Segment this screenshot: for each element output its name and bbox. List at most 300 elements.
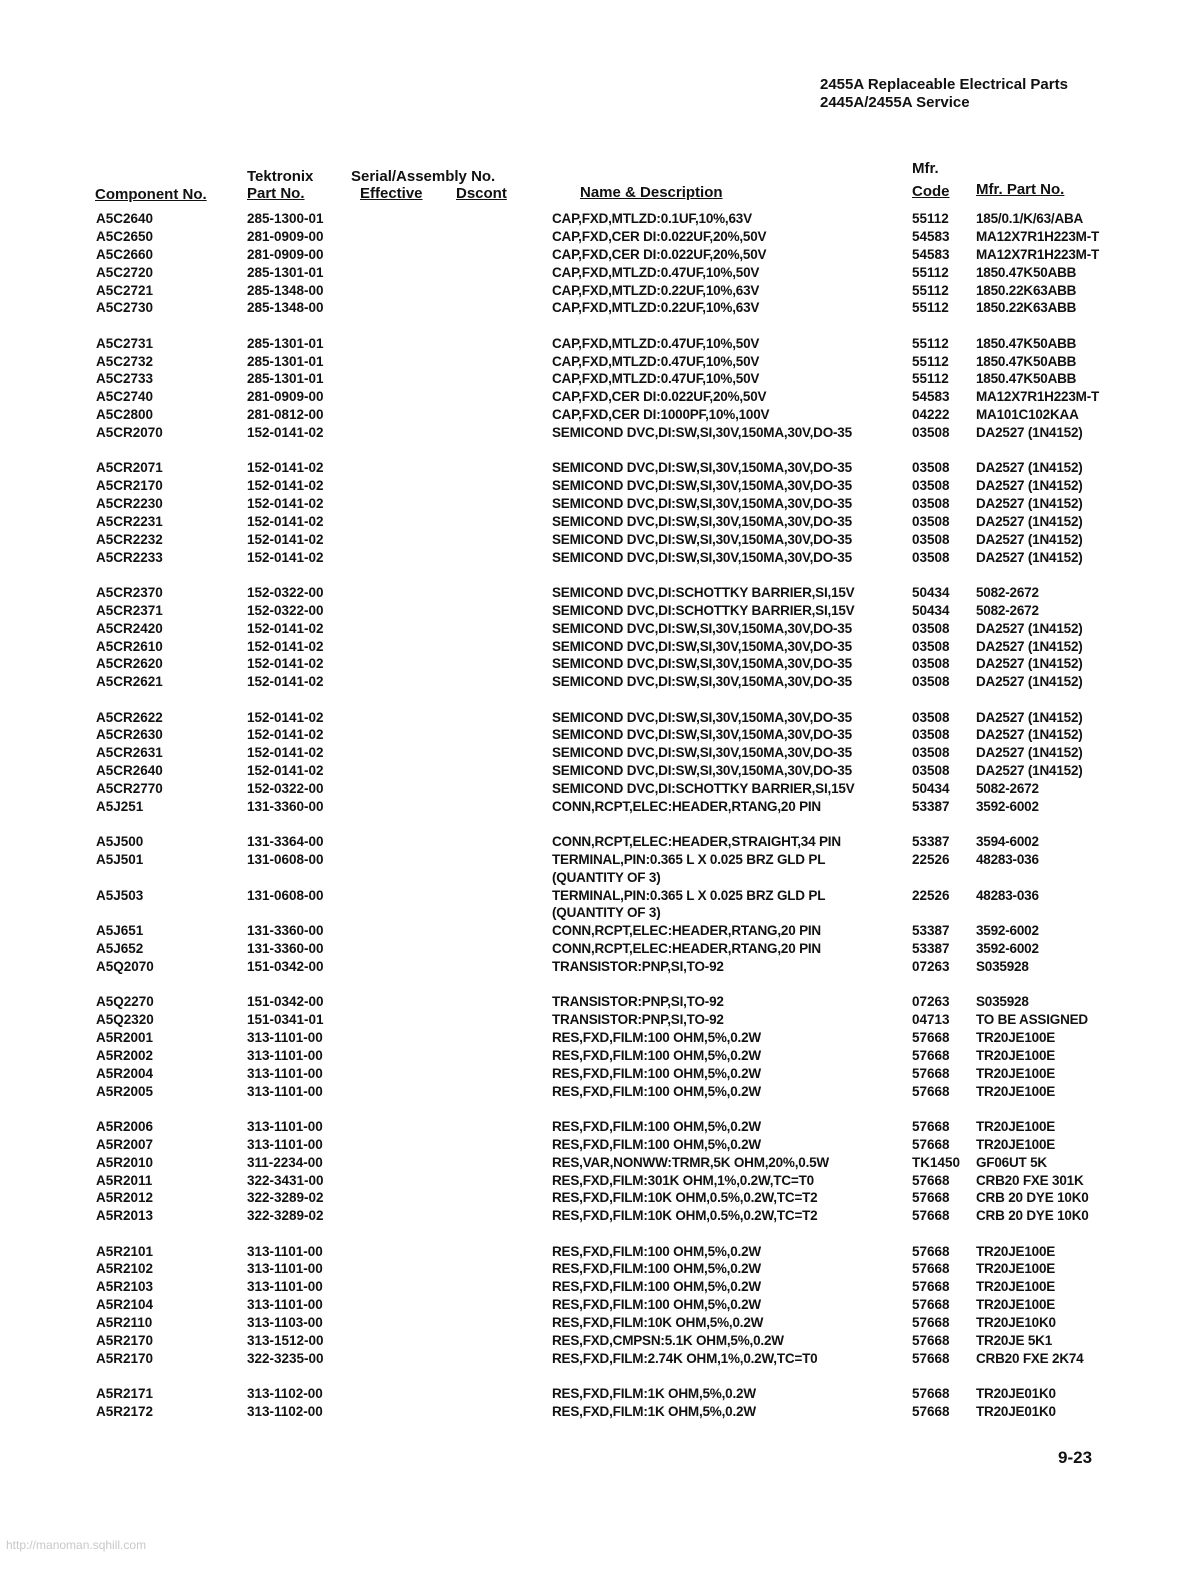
mfr-part-number: 1850.47K50ABB bbox=[976, 335, 1077, 351]
description-line: SEMICOND DVC,DI:SCHOTTKY BARRIER,SI,15V bbox=[552, 781, 855, 797]
description-line: RES,FXD,FILM:100 OHM,5%,0.2W bbox=[552, 1118, 761, 1134]
component-number: A5R2004 bbox=[96, 1065, 154, 1081]
mfr-code: 03508 bbox=[912, 709, 950, 725]
component-number: A5CR2610 bbox=[96, 638, 163, 654]
component-number: A5R2006 bbox=[96, 1118, 154, 1134]
component-number: A5CR2420 bbox=[96, 620, 163, 636]
mfr-part-number: 48283-036 bbox=[976, 852, 1039, 868]
tektronix-part-number: 311-2234-00 bbox=[247, 1154, 323, 1170]
mfr-code: 53387 bbox=[912, 834, 950, 850]
mfr-code: 57668 bbox=[912, 1172, 950, 1188]
description-line: SEMICOND DVC,DI:SW,SI,30V,150MA,30V,DO-35 bbox=[552, 638, 852, 654]
mfr-code: 54583 bbox=[912, 246, 950, 262]
col-mfr: Mfr. bbox=[912, 160, 939, 177]
description-line: SEMICOND DVC,DI:SW,SI,30V,150MA,30V,DO-35 bbox=[552, 727, 852, 743]
tektronix-part-number: 281-0812-00 bbox=[247, 407, 324, 423]
tektronix-part-number: 152-0141-02 bbox=[247, 745, 324, 761]
component-number: A5CR2231 bbox=[96, 513, 163, 529]
mfr-part-number: MA12X7R1H223M-T bbox=[976, 389, 1100, 405]
component-number: A5CR2640 bbox=[96, 763, 163, 779]
component-number: A5R2103 bbox=[96, 1279, 154, 1295]
mfr-part-number: 185/0.1/K/63/ABA bbox=[976, 211, 1084, 226]
component-number: A5CR2621 bbox=[96, 674, 163, 690]
tektronix-part-number: 152-0141-02 bbox=[247, 531, 324, 547]
tektronix-part-number: 313-1512-00 bbox=[247, 1332, 324, 1348]
mfr-part-number: DA2527 (1N4152) bbox=[976, 727, 1083, 743]
part-description bbox=[552, 709, 852, 727]
description-line: TRANSISTOR:PNP,SI,TO-92 bbox=[552, 994, 724, 1010]
mfr-code: 53387 bbox=[912, 923, 950, 939]
mfr-part-number: DA2527 (1N4152) bbox=[976, 638, 1083, 654]
mfr-code: 04713 bbox=[912, 1012, 950, 1028]
description-line: CAP,FXD,MTLZD:0.47UF,10%,50V bbox=[552, 353, 760, 369]
part-description bbox=[552, 228, 766, 246]
mfr-part-number: TO BE ASSIGNED bbox=[976, 1012, 1088, 1028]
mfr-part-number: DA2527 (1N4152) bbox=[976, 656, 1083, 672]
mfr-part-number: MA12X7R1H223M-T bbox=[976, 228, 1100, 244]
col-dscont: Dscont bbox=[456, 185, 507, 202]
table-row bbox=[0, 299, 1200, 317]
tektronix-part-number: 151-0341-01 bbox=[247, 1012, 324, 1028]
mfr-code: 57668 bbox=[912, 1386, 950, 1402]
mfr-code: 50434 bbox=[912, 781, 950, 797]
page-number: 9-23 bbox=[1058, 1448, 1093, 1467]
parts-group bbox=[0, 993, 1200, 1100]
component-number: A5C2730 bbox=[96, 300, 154, 316]
description-line: RES,FXD,FILM:1K OHM,5%,0.2W bbox=[552, 1403, 756, 1419]
part-description bbox=[552, 851, 825, 887]
mfr-part-number: GF06UT 5K bbox=[976, 1154, 1047, 1170]
description-line: SEMICOND DVC,DI:SW,SI,30V,150MA,30V,DO-35 bbox=[552, 460, 852, 476]
col-mfr-part: Mfr. Part No. bbox=[976, 181, 1065, 198]
description-line: RES,FXD,FILM:301K OHM,1%,0.2W,TC=T0 bbox=[552, 1172, 814, 1188]
component-number: A5R2172 bbox=[96, 1403, 154, 1419]
table-row bbox=[0, 887, 1200, 923]
part-description bbox=[552, 1385, 756, 1403]
description-line: SEMICOND DVC,DI:SW,SI,30V,150MA,30V,DO-35 bbox=[552, 478, 852, 494]
table-row bbox=[0, 1118, 1200, 1136]
document-header bbox=[820, 76, 1140, 112]
mfr-code: 22526 bbox=[912, 887, 950, 903]
mfr-part-number: DA2527 (1N4152) bbox=[976, 620, 1083, 636]
table-row bbox=[0, 513, 1200, 531]
component-number: A5CR2622 bbox=[96, 709, 163, 725]
component-number: A5R2171 bbox=[96, 1386, 154, 1402]
part-description bbox=[552, 495, 852, 513]
tektronix-part-number: 131-3360-00 bbox=[247, 923, 324, 939]
component-number: A5CR2371 bbox=[96, 602, 163, 618]
component-number: A5J651 bbox=[96, 923, 144, 939]
component-number: A5CR2070 bbox=[96, 425, 163, 441]
parts-group bbox=[0, 1243, 1200, 1368]
mfr-part-number: DA2527 (1N4152) bbox=[976, 425, 1083, 441]
component-number: A5CR2230 bbox=[96, 496, 163, 512]
table-row bbox=[0, 1136, 1200, 1154]
description-line: CONN,RCPT,ELEC:HEADER,RTANG,20 PIN bbox=[552, 799, 821, 815]
mfr-part-number: TR20JE100E bbox=[976, 1083, 1056, 1099]
mfr-code: 57668 bbox=[912, 1047, 950, 1063]
part-description bbox=[552, 1207, 817, 1225]
mfr-part-number: TR20JE100E bbox=[976, 1279, 1056, 1295]
tektronix-part-number: 313-1103-00 bbox=[247, 1315, 323, 1331]
description-line: CAP,FXD,CER DI:1000PF,10%,100V bbox=[552, 407, 770, 423]
component-number: A5CR2770 bbox=[96, 781, 163, 797]
mfr-code: 57668 bbox=[912, 1279, 950, 1295]
part-description bbox=[552, 1332, 784, 1350]
mfr-code: 57668 bbox=[912, 1118, 950, 1134]
tektronix-part-number: 285-1301-01 bbox=[247, 264, 324, 280]
component-number: A5R2101 bbox=[96, 1243, 154, 1259]
component-number: A5R2170 bbox=[96, 1350, 154, 1366]
description-line: SEMICOND DVC,DI:SW,SI,30V,150MA,30V,DO-35 bbox=[552, 549, 852, 565]
tektronix-part-number: 285-1301-01 bbox=[247, 335, 324, 351]
parts-group bbox=[0, 833, 1200, 976]
table-row bbox=[0, 335, 1200, 353]
mfr-code: 03508 bbox=[912, 727, 950, 743]
parts-group bbox=[0, 459, 1200, 566]
table-row bbox=[0, 1278, 1200, 1296]
tektronix-part-number: 313-1101-00 bbox=[247, 1065, 323, 1081]
description-line: RES,FXD,FILM:2.74K OHM,1%,0.2W,TC=T0 bbox=[552, 1350, 818, 1366]
description-line: TRANSISTOR:PNP,SI,TO-92 bbox=[552, 959, 724, 975]
description-line: CAP,FXD,MTLZD:0.47UF,10%,50V bbox=[552, 371, 760, 387]
mfr-code: TK1450 bbox=[912, 1154, 961, 1170]
description-line: RES,VAR,NONWW:TRMR,5K OHM,20%,0.5W bbox=[552, 1154, 829, 1170]
part-description bbox=[552, 744, 852, 762]
table-row bbox=[0, 1260, 1200, 1278]
mfr-part-number: TR20JE100E bbox=[976, 1297, 1056, 1313]
table-row bbox=[0, 246, 1200, 264]
mfr-part-number: 5082-2672 bbox=[976, 602, 1039, 618]
table-row bbox=[0, 851, 1200, 887]
description-line: RES,FXD,FILM:10K OHM,0.5%,0.2W,TC=T2 bbox=[552, 1208, 818, 1224]
description-line: RES,FXD,FILM:100 OHM,5%,0.2W bbox=[552, 1065, 761, 1081]
tektronix-part-number: 313-1101-00 bbox=[247, 1047, 323, 1063]
mfr-code: 57668 bbox=[912, 1083, 950, 1099]
tektronix-part-number: 152-0141-02 bbox=[247, 549, 324, 565]
mfr-code: 55112 bbox=[912, 371, 949, 387]
description-line: CAP,FXD,MTLZD:0.22UF,10%,63V bbox=[552, 300, 760, 316]
part-description bbox=[552, 620, 852, 638]
mfr-code: 55112 bbox=[912, 335, 949, 351]
mfr-part-number: 3592-6002 bbox=[976, 923, 1039, 939]
tektronix-part-number: 313-1101-00 bbox=[247, 1279, 323, 1295]
table-row bbox=[0, 210, 1200, 228]
part-description bbox=[552, 424, 852, 442]
tektronix-part-number: 313-1101-00 bbox=[247, 1030, 323, 1046]
part-description bbox=[552, 993, 724, 1011]
description-line: CONN,RCPT,ELEC:HEADER,RTANG,20 PIN bbox=[552, 923, 821, 939]
component-number: A5R2007 bbox=[96, 1136, 154, 1152]
mfr-part-number: TR20JE01K0 bbox=[976, 1386, 1056, 1402]
component-number: A5J501 bbox=[96, 852, 144, 868]
table-row bbox=[0, 1403, 1200, 1421]
table-row bbox=[0, 424, 1200, 442]
part-description bbox=[552, 1350, 817, 1368]
component-number: A5C2731 bbox=[96, 335, 154, 351]
tektronix-part-number: 313-1101-00 bbox=[247, 1261, 323, 1277]
table-row bbox=[0, 993, 1200, 1011]
table-row bbox=[0, 744, 1200, 762]
table-row bbox=[0, 1083, 1200, 1101]
part-description bbox=[552, 1154, 829, 1172]
part-description bbox=[552, 531, 852, 549]
component-number: A5R2013 bbox=[96, 1208, 154, 1224]
tektronix-part-number: 152-0141-02 bbox=[247, 709, 324, 725]
component-number: A5C2740 bbox=[96, 389, 154, 405]
table-row bbox=[0, 655, 1200, 673]
part-description bbox=[552, 210, 752, 228]
col-part: Part No. bbox=[247, 185, 305, 202]
component-number: A5C2640 bbox=[96, 211, 154, 226]
description-line: SEMICOND DVC,DI:SW,SI,30V,150MA,30V,DO-35 bbox=[552, 763, 852, 779]
part-description bbox=[552, 762, 852, 780]
description-line: SEMICOND DVC,DI:SW,SI,30V,150MA,30V,DO-35 bbox=[552, 531, 852, 547]
tektronix-part-number: 152-0322-00 bbox=[247, 602, 324, 618]
table-row bbox=[0, 940, 1200, 958]
table-row bbox=[0, 833, 1200, 851]
mfr-part-number: 1850.22K63ABB bbox=[976, 300, 1077, 316]
table-row bbox=[0, 709, 1200, 727]
component-number: A5R2002 bbox=[96, 1047, 154, 1063]
table-row bbox=[0, 798, 1200, 816]
component-number: A5R2104 bbox=[96, 1297, 154, 1313]
table-row bbox=[0, 1296, 1200, 1314]
tektronix-part-number: 152-0141-02 bbox=[247, 638, 324, 654]
parts-group bbox=[0, 335, 1200, 442]
component-number: A5CR2630 bbox=[96, 727, 163, 743]
tektronix-part-number: 131-0608-00 bbox=[247, 852, 324, 868]
table-row bbox=[0, 353, 1200, 371]
mfr-code: 50434 bbox=[912, 602, 950, 618]
part-description bbox=[552, 1065, 761, 1083]
parts-group bbox=[0, 584, 1200, 691]
mfr-code: 55112 bbox=[912, 264, 949, 280]
part-description bbox=[552, 1296, 761, 1314]
mfr-code: 57668 bbox=[912, 1190, 950, 1206]
description-line: SEMICOND DVC,DI:SW,SI,30V,150MA,30V,DO-35 bbox=[552, 620, 852, 636]
component-number: A5Q2270 bbox=[96, 994, 154, 1010]
component-number: A5C2720 bbox=[96, 264, 154, 280]
tektronix-part-number: 152-0322-00 bbox=[247, 781, 324, 797]
part-description bbox=[552, 922, 821, 940]
table-row bbox=[0, 1332, 1200, 1350]
mfr-code: 03508 bbox=[912, 425, 950, 441]
table-row bbox=[0, 958, 1200, 976]
part-description bbox=[552, 1136, 761, 1154]
mfr-part-number: DA2527 (1N4152) bbox=[976, 478, 1083, 494]
mfr-code: 55112 bbox=[912, 300, 949, 316]
mfr-part-number: MA12X7R1H223M-T bbox=[976, 246, 1100, 262]
description-line: SEMICOND DVC,DI:SW,SI,30V,150MA,30V,DO-35 bbox=[552, 425, 852, 441]
mfr-part-number: 48283-036 bbox=[976, 887, 1039, 903]
header-title: 2455A Replaceable Electrical Parts bbox=[820, 76, 1068, 93]
col-code: Code bbox=[912, 183, 950, 200]
mfr-part-number: TR20JE01K0 bbox=[976, 1403, 1056, 1419]
description-line: RES,FXD,FILM:100 OHM,5%,0.2W bbox=[552, 1083, 761, 1099]
table-row bbox=[0, 531, 1200, 549]
parts-group bbox=[0, 709, 1200, 816]
table-row bbox=[0, 584, 1200, 602]
table-row bbox=[0, 370, 1200, 388]
part-description bbox=[552, 549, 852, 567]
tektronix-part-number: 281-0909-00 bbox=[247, 389, 324, 405]
col-tektronix: Tektronix bbox=[247, 168, 314, 185]
tektronix-part-number: 131-3360-00 bbox=[247, 799, 324, 815]
description-line: SEMICOND DVC,DI:SCHOTTKY BARRIER,SI,15V bbox=[552, 584, 855, 600]
part-description bbox=[552, 264, 759, 282]
mfr-part-number: S035928 bbox=[976, 959, 1029, 975]
tektronix-part-number: 285-1301-01 bbox=[247, 371, 324, 387]
part-description bbox=[552, 673, 852, 691]
mfr-code: 57668 bbox=[912, 1403, 950, 1419]
mfr-code: 57668 bbox=[912, 1297, 950, 1313]
description-line: SEMICOND DVC,DI:SW,SI,30V,150MA,30V,DO-35 bbox=[552, 513, 852, 529]
mfr-code: 53387 bbox=[912, 799, 950, 815]
part-description bbox=[552, 602, 855, 620]
tektronix-part-number: 152-0141-02 bbox=[247, 656, 324, 672]
mfr-code: 57668 bbox=[912, 1208, 950, 1224]
tektronix-part-number: 131-3360-00 bbox=[247, 941, 324, 957]
component-number: A5R2170 bbox=[96, 1332, 154, 1348]
component-number: A5C2721 bbox=[96, 282, 154, 298]
component-number: A5Q2070 bbox=[96, 959, 154, 975]
tektronix-part-number: 152-0141-02 bbox=[247, 727, 324, 743]
table-row bbox=[0, 1065, 1200, 1083]
mfr-code: 03508 bbox=[912, 674, 950, 690]
component-number: A5R2005 bbox=[96, 1083, 154, 1099]
header-subtitle: 2445A/2455A Service bbox=[820, 94, 970, 111]
tektronix-part-number: 151-0342-00 bbox=[247, 959, 324, 975]
col-effective: Effective bbox=[360, 185, 423, 202]
tektronix-part-number: 281-0909-00 bbox=[247, 228, 324, 244]
mfr-code: 53387 bbox=[912, 941, 950, 957]
description-line: TRANSISTOR:PNP,SI,TO-92 bbox=[552, 1012, 724, 1028]
part-description bbox=[552, 299, 759, 317]
description-line: CAP,FXD,MTLZD:0.47UF,10%,50V bbox=[552, 264, 760, 280]
mfr-part-number: 3592-6002 bbox=[976, 941, 1039, 957]
mfr-part-number: TR20JE100E bbox=[976, 1118, 1056, 1134]
mfr-part-number: TR20JE10K0 bbox=[976, 1315, 1056, 1331]
mfr-part-number: CRB20 FXE 301K bbox=[976, 1172, 1084, 1188]
mfr-code: 03508 bbox=[912, 763, 950, 779]
tektronix-part-number: 313-1101-00 bbox=[247, 1297, 323, 1313]
mfr-part-number: DA2527 (1N4152) bbox=[976, 745, 1083, 761]
mfr-part-number: DA2527 (1N4152) bbox=[976, 709, 1083, 725]
description-line: RES,FXD,FILM:100 OHM,5%,0.2W bbox=[552, 1136, 761, 1152]
component-number: A5CR2233 bbox=[96, 549, 163, 565]
mfr-part-number: DA2527 (1N4152) bbox=[976, 496, 1083, 512]
mfr-code: 04222 bbox=[912, 407, 950, 423]
table-row bbox=[0, 1154, 1200, 1172]
parts-group bbox=[0, 1385, 1200, 1421]
description-line: CONN,RCPT,ELEC:HEADER,STRAIGHT,34 PIN bbox=[552, 834, 841, 850]
table-row bbox=[0, 1314, 1200, 1332]
table-row bbox=[0, 726, 1200, 744]
component-number: A5J500 bbox=[96, 834, 144, 850]
component-number: A5R2110 bbox=[96, 1315, 153, 1331]
table-row bbox=[0, 1243, 1200, 1261]
table-row bbox=[0, 780, 1200, 798]
tektronix-part-number: 322-3235-00 bbox=[247, 1350, 324, 1366]
part-description bbox=[552, 1260, 761, 1278]
table-row bbox=[0, 477, 1200, 495]
mfr-code: 54583 bbox=[912, 389, 950, 405]
table-row bbox=[0, 620, 1200, 638]
part-description bbox=[552, 1243, 761, 1261]
component-number: A5CR2631 bbox=[96, 745, 163, 761]
table-row bbox=[0, 1029, 1200, 1047]
part-description bbox=[552, 1172, 814, 1190]
description-line: RES,FXD,FILM:10K OHM,0.5%,0.2W,TC=T2 bbox=[552, 1190, 818, 1206]
description-line: CAP,FXD,MTLZD:0.1UF,10%,63V bbox=[552, 211, 752, 226]
part-description bbox=[552, 459, 852, 477]
part-description bbox=[552, 370, 759, 388]
mfr-part-number: CRB 20 DYE 10K0 bbox=[976, 1190, 1089, 1206]
part-description bbox=[552, 477, 852, 495]
description-line: CAP,FXD,MTLZD:0.47UF,10%,50V bbox=[552, 335, 760, 351]
part-description bbox=[552, 1011, 724, 1029]
mfr-code: 55112 bbox=[912, 353, 949, 369]
mfr-part-number: TR20JE 5K1 bbox=[976, 1332, 1053, 1348]
mfr-code: 03508 bbox=[912, 513, 950, 529]
component-number: A5C2660 bbox=[96, 246, 154, 262]
description-line: RES,FXD,FILM:100 OHM,5%,0.2W bbox=[552, 1279, 761, 1295]
component-number: A5R2012 bbox=[96, 1190, 154, 1206]
tektronix-part-number: 152-0141-02 bbox=[247, 425, 324, 441]
part-description bbox=[552, 833, 841, 851]
table-row bbox=[0, 762, 1200, 780]
tektronix-part-number: 322-3289-02 bbox=[247, 1208, 324, 1224]
part-description bbox=[552, 388, 766, 406]
description-line: CAP,FXD,CER DI:0.022UF,20%,50V bbox=[552, 228, 767, 244]
mfr-code: 50434 bbox=[912, 584, 950, 600]
description-line: RES,FXD,FILM:100 OHM,5%,0.2W bbox=[552, 1243, 761, 1259]
part-description bbox=[552, 638, 852, 656]
mfr-part-number: 3594-6002 bbox=[976, 834, 1039, 850]
part-description bbox=[552, 406, 769, 424]
mfr-code: 03508 bbox=[912, 638, 950, 654]
tektronix-part-number: 131-0608-00 bbox=[247, 887, 324, 903]
mfr-code: 07263 bbox=[912, 959, 950, 975]
mfr-part-number: DA2527 (1N4152) bbox=[976, 763, 1083, 779]
component-number: A5R2102 bbox=[96, 1261, 154, 1277]
description-line: SEMICOND DVC,DI:SW,SI,30V,150MA,30V,DO-35 bbox=[552, 709, 852, 725]
description-line: RES,FXD,FILM:100 OHM,5%,0.2W bbox=[552, 1261, 761, 1277]
mfr-code: 03508 bbox=[912, 549, 950, 565]
watermark: http://manoman.sqhill.com bbox=[6, 1538, 147, 1552]
component-number: A5C2732 bbox=[96, 353, 154, 369]
mfr-code: 57668 bbox=[912, 1243, 950, 1259]
table-row bbox=[0, 602, 1200, 620]
description-line: RES,FXD,FILM:100 OHM,5%,0.2W bbox=[552, 1297, 761, 1313]
component-number: A5R2010 bbox=[96, 1154, 154, 1170]
mfr-part-number: TR20JE100E bbox=[976, 1136, 1056, 1152]
parts-group bbox=[0, 210, 1200, 317]
col-name-description: Name & Description bbox=[580, 184, 723, 201]
part-description bbox=[552, 1047, 761, 1065]
tektronix-part-number: 285-1301-01 bbox=[247, 353, 324, 369]
tektronix-part-number: 285-1348-00 bbox=[247, 282, 324, 298]
tektronix-part-number: 285-1348-00 bbox=[247, 300, 324, 316]
tektronix-part-number: 152-0141-02 bbox=[247, 763, 324, 779]
tektronix-part-number: 313-1101-00 bbox=[247, 1083, 323, 1099]
tektronix-part-number: 313-1102-00 bbox=[247, 1403, 323, 1419]
mfr-code: 57668 bbox=[912, 1350, 950, 1366]
mfr-part-number: 1850.47K50ABB bbox=[976, 264, 1077, 280]
mfr-part-number: MA101C102KAA bbox=[976, 407, 1079, 423]
mfr-part-number: DA2527 (1N4152) bbox=[976, 531, 1083, 547]
